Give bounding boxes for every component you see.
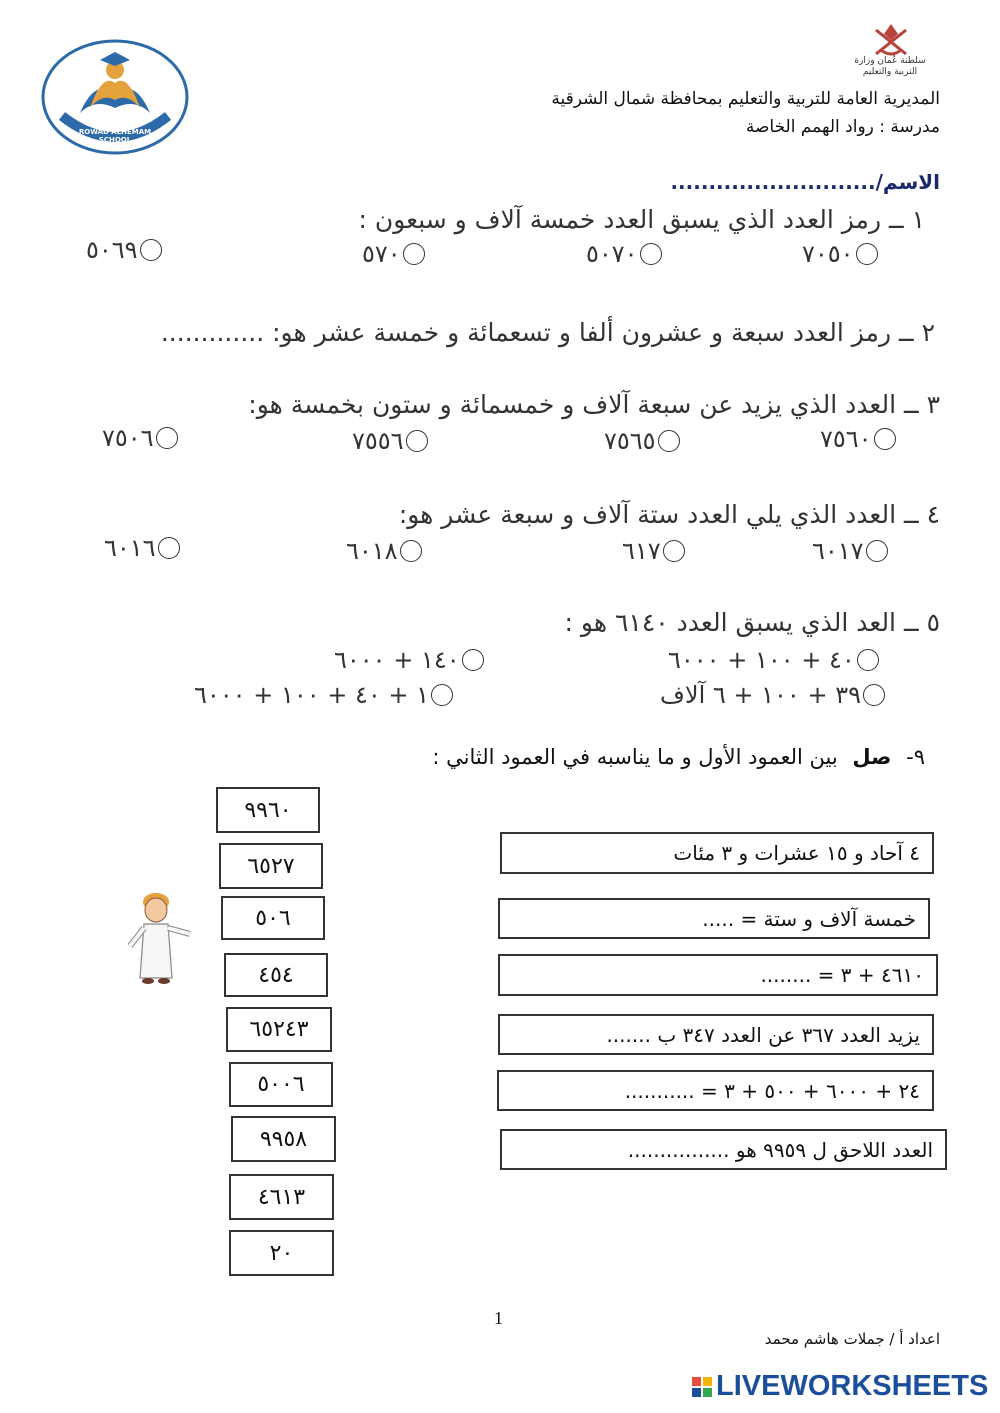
q5-option-4[interactable]	[194, 681, 453, 709]
q1-option-3[interactable]	[362, 240, 425, 268]
q5-option-3[interactable]	[660, 681, 885, 709]
option-label: ٥٠٧٠	[586, 240, 638, 268]
radio-button[interactable]	[158, 537, 180, 559]
option-label: ٣٩ + ١٠٠ + ٦ آلاف	[660, 681, 861, 709]
liveworksheets-wordmark: LIVEWORKSHEETS	[716, 1370, 989, 1402]
left-box-1[interactable]: ٩٩٦٠	[216, 787, 320, 833]
right-box-4[interactable]: يزيد العدد ٣٦٧ عن العدد ٣٤٧ ب .......	[498, 1014, 934, 1055]
left-box-8[interactable]: ٤٦١٣	[229, 1174, 334, 1220]
left-box-6[interactable]: ٥٠٠٦	[229, 1062, 333, 1107]
option-label: ١٤٠ + ٦٠٠٠	[334, 646, 460, 674]
radio-button[interactable]	[663, 540, 685, 562]
radio-button[interactable]	[406, 430, 428, 452]
instruction-bold: صل	[852, 745, 892, 769]
question-4: ٤ ــ العدد الذي يلي العدد ستة آلاف و سبعة عشر هو:	[398, 500, 940, 529]
boy-illustration	[124, 888, 196, 988]
right-box-1[interactable]: ٤ آحاد و ١٥ عشرات و ٣ مئات	[500, 832, 934, 874]
radio-button[interactable]	[431, 684, 453, 706]
q1-option-4[interactable]	[86, 236, 162, 264]
option-label: ١ + ٤٠ + ١٠٠ + ٦٠٠٠	[194, 681, 430, 709]
q4-option-1[interactable]	[812, 537, 888, 565]
q5-option-2[interactable]	[334, 646, 484, 674]
ministry-emblem	[846, 20, 936, 90]
left-box-5[interactable]: ٦٥٢٤٣	[226, 1007, 332, 1052]
instruction-text: بين العمود الأول و ما يناسبه في العمود الثاني :	[432, 745, 838, 769]
option-label: ٦١٧	[622, 537, 661, 565]
left-box-2[interactable]: ٦٥٢٧	[219, 843, 323, 889]
radio-button[interactable]	[400, 540, 422, 562]
q4-option-3[interactable]	[346, 537, 422, 565]
radio-button[interactable]	[140, 239, 162, 261]
option-label: ٧٥٠٦	[102, 424, 154, 452]
option-label: ٥٧٠	[362, 240, 401, 268]
matching-instruction	[432, 745, 925, 769]
right-box-6[interactable]: العدد اللاحق ل ٩٩٥٩ هو ................	[500, 1129, 947, 1170]
radio-button[interactable]	[856, 243, 878, 265]
liveworksheets-brand	[692, 1370, 988, 1403]
liveworksheets-logo-icon	[692, 1377, 712, 1397]
radio-button[interactable]	[640, 243, 662, 265]
q3-option-4[interactable]	[102, 424, 178, 452]
option-label: ٤٠ + ١٠٠ + ٦٠٠٠	[668, 646, 855, 674]
question-5: ٥ ــ العد الذي يسبق العدد ٦١٤٠ هو :	[564, 608, 940, 637]
left-box-7[interactable]: ٩٩٥٨	[231, 1116, 336, 1162]
left-box-3[interactable]: ٥٠٦	[221, 896, 325, 940]
option-label: ٦٠١٨	[346, 537, 398, 565]
option-label: ٦٠١٧	[812, 537, 864, 565]
school-logo	[40, 38, 190, 156]
directorate-heading: المديرية العامة للتربية والتعليم بمحافظة شمال الشرقية	[551, 89, 940, 109]
radio-button[interactable]	[462, 649, 484, 671]
school-logo-text: ROWAD ALHEMAM SCHOOL	[78, 128, 152, 144]
option-label: ٧٥٦٠	[820, 425, 872, 453]
radio-button[interactable]	[874, 428, 896, 450]
q4-option-4[interactable]	[104, 534, 180, 562]
q3-option-1[interactable]	[820, 425, 896, 453]
right-box-5[interactable]: ٢٤ + ٦٠٠٠ + ٥٠٠ + ٣ = ...........	[497, 1070, 934, 1111]
right-box-3[interactable]: ٤٦١٠ + ٣ = ........	[498, 954, 938, 996]
left-box-4[interactable]: ٤٥٤	[224, 953, 328, 997]
right-box-2[interactable]: خمسة آلاف و ستة = .....	[498, 898, 930, 939]
option-label: ٦٠١٦	[104, 534, 156, 562]
radio-button[interactable]	[658, 430, 680, 452]
option-label: ٥٠٦٩	[86, 236, 138, 264]
option-label: ٧٠٥٠	[802, 240, 854, 268]
school-name: مدرسة : رواد الهمم الخاصة	[745, 117, 940, 137]
instruction-number: ٩-	[906, 745, 925, 769]
radio-button[interactable]	[866, 540, 888, 562]
page-number: 1	[494, 1308, 503, 1328]
name-input-dots[interactable]: ...........................	[670, 170, 876, 194]
question-2: ٢ ــ رمز العدد سبعة و عشرون ألفا و تسعمائة و خمسة عشر هو: .............	[160, 318, 935, 347]
q5-option-1[interactable]	[668, 646, 879, 674]
option-label: ٧٥٦٥	[604, 427, 656, 455]
radio-button[interactable]	[156, 427, 178, 449]
q1-option-1[interactable]	[802, 240, 878, 268]
q3-option-2[interactable]	[604, 427, 680, 455]
question-1: ١ ــ رمز العدد الذي يسبق العدد خمسة آلاف و سبعون :	[358, 205, 925, 234]
question-3: ٣ ــ العدد الذي يزيد عن سبعة آلاف و خمسمائة و ستون بخمسة هو:	[248, 390, 940, 419]
radio-button[interactable]	[857, 649, 879, 671]
radio-button[interactable]	[863, 684, 885, 706]
q1-option-2[interactable]	[586, 240, 662, 268]
ministry-emblem-text: سلطنة عُمان وزارة التربية والتعليم	[854, 56, 926, 77]
q4-option-2[interactable]	[622, 537, 685, 565]
name-label: الاسم/	[875, 170, 940, 194]
name-line	[670, 170, 940, 194]
option-label: ٧٥٥٦	[352, 427, 404, 455]
q3-option-3[interactable]	[352, 427, 428, 455]
left-box-9[interactable]: ٢٠	[229, 1230, 334, 1276]
radio-button[interactable]	[403, 243, 425, 265]
author-credit: اعداد أ / جملات هاشم محمد	[764, 1330, 940, 1348]
